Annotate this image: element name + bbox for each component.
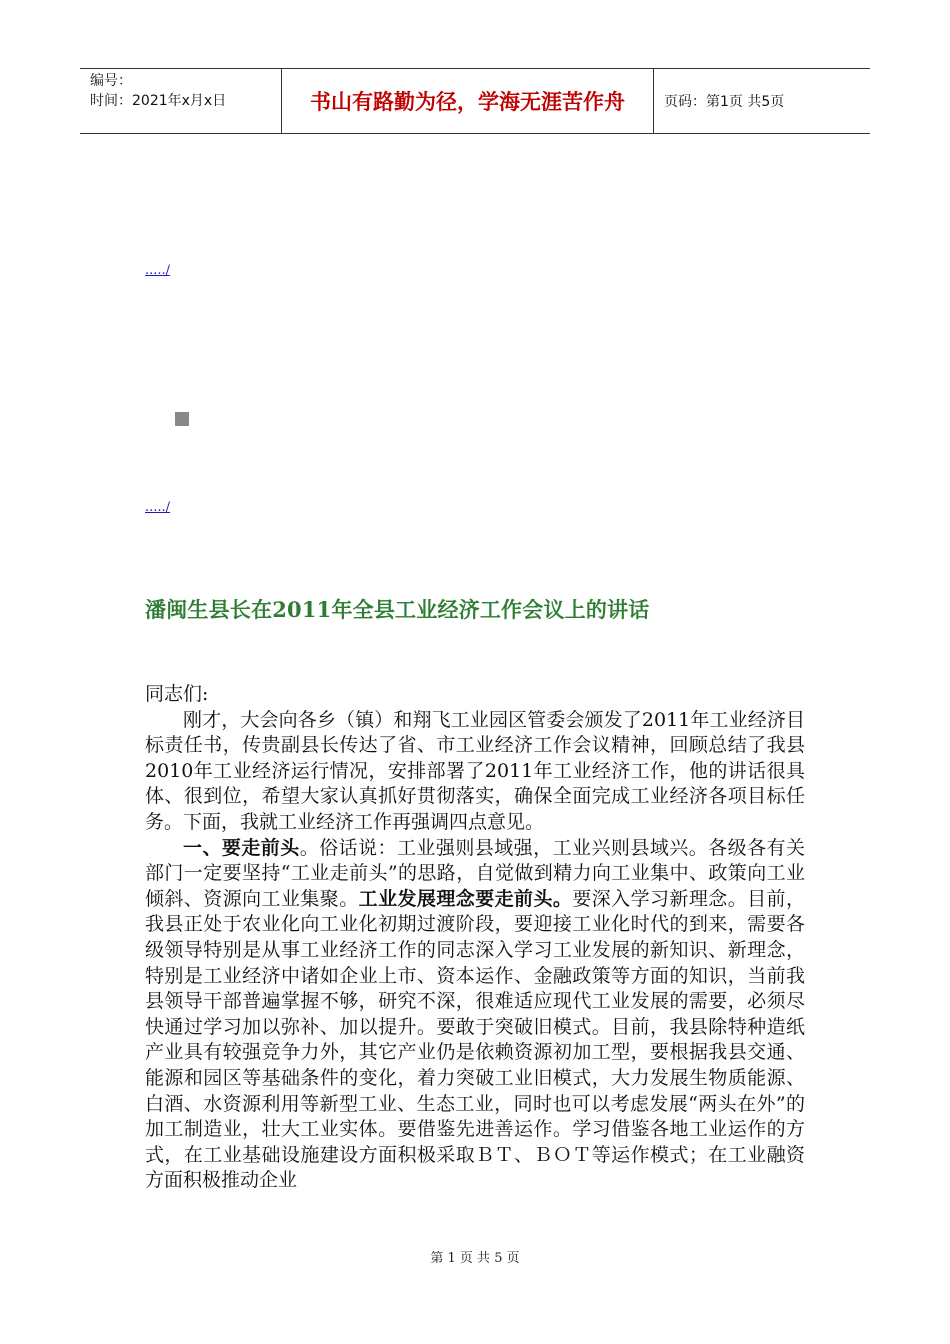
header-page-info: 页码：第1页 共5页 [664,94,785,110]
link-1[interactable]: ...../ [145,263,171,278]
salutation: 同志们: [145,683,209,705]
time-label: 时间：2021年x月x日 [90,93,227,109]
link-2[interactable]: ...../ [145,500,171,515]
section-1-heading: 一、要走前头 [183,836,300,859]
square-icon [175,412,189,426]
section-1-text-a: 。俗话说：工业强则县域强，工业兴则县域兴。各级各有关部门一定要坚持“工业走前头”的思路，自觉做到精力向工业集中、政策向工业倾斜、资源向工业集聚。 [145,836,805,910]
document-body [145,682,805,1194]
document-title: 潘闽生县长在2011年全县工业经济工作会议上的讲话 [145,597,650,622]
number-label: 编号： [90,73,132,89]
header-motto: 书山有路勤为径，学海无涯苦作舟 [282,69,654,133]
page-header [80,68,870,134]
section-1-bold: 工业发展理念要走前头。 [358,887,573,910]
page-footer: 第 1 页 共 5 页 [430,1251,520,1266]
paragraph-2 [145,836,805,1194]
section-1-text-b: 要深入学习新理念。目前，我县正处于农业化向工业化初期过渡阶段，要迎接工业化时代的到来，需要各级领导特别是从事工业经济工作的同志深入学习工业发展的新知识、新理念，特别是工业经济中诸如企业上市、资本运作、金融政策等方面的知识，当前我县领导干部普遍掌握不够，研究不深，很难适应现代工业发展的需要，必须尽快通过学习加以弥补、加以提升。要敢于突破旧模式。目前，我县除特种造纸产业具有较强竞争力外，其它产业仍是依赖资源初加工型，要根据我县交通、能源和园区等基础条件的变化，着力突破工业旧模式，大力发展生物质能源、白酒、水资源利用等新型工业、生态工业，同时也可以考虑发展“两头在外”的加工制造业，壮大工业实体。要借鉴先进善运作。学习借鉴各地工业运作的方式，在工业基础设施建设方面积极采取ＢＴ、ＢＯＴ等运作模式；在工业融资方面积极推动企业 [145,887,805,1192]
header-meta [80,69,282,133]
paragraph-1: 刚才，大会向各乡（镇）和翔飞工业园区管委会颁发了2011年工业经济目标责任书，传贵副县长传达了省、市工业经济工作会议精神，回顾总结了我县2010年工业经济运行情况，安排部署了2011年工业经济工作，他的讲话很具体、很到位，希望大家认真抓好贯彻落实，确保全面完成工业经济各项目标任务。下面，我就工业经济工作再强调四点意见。 [145,708,805,833]
